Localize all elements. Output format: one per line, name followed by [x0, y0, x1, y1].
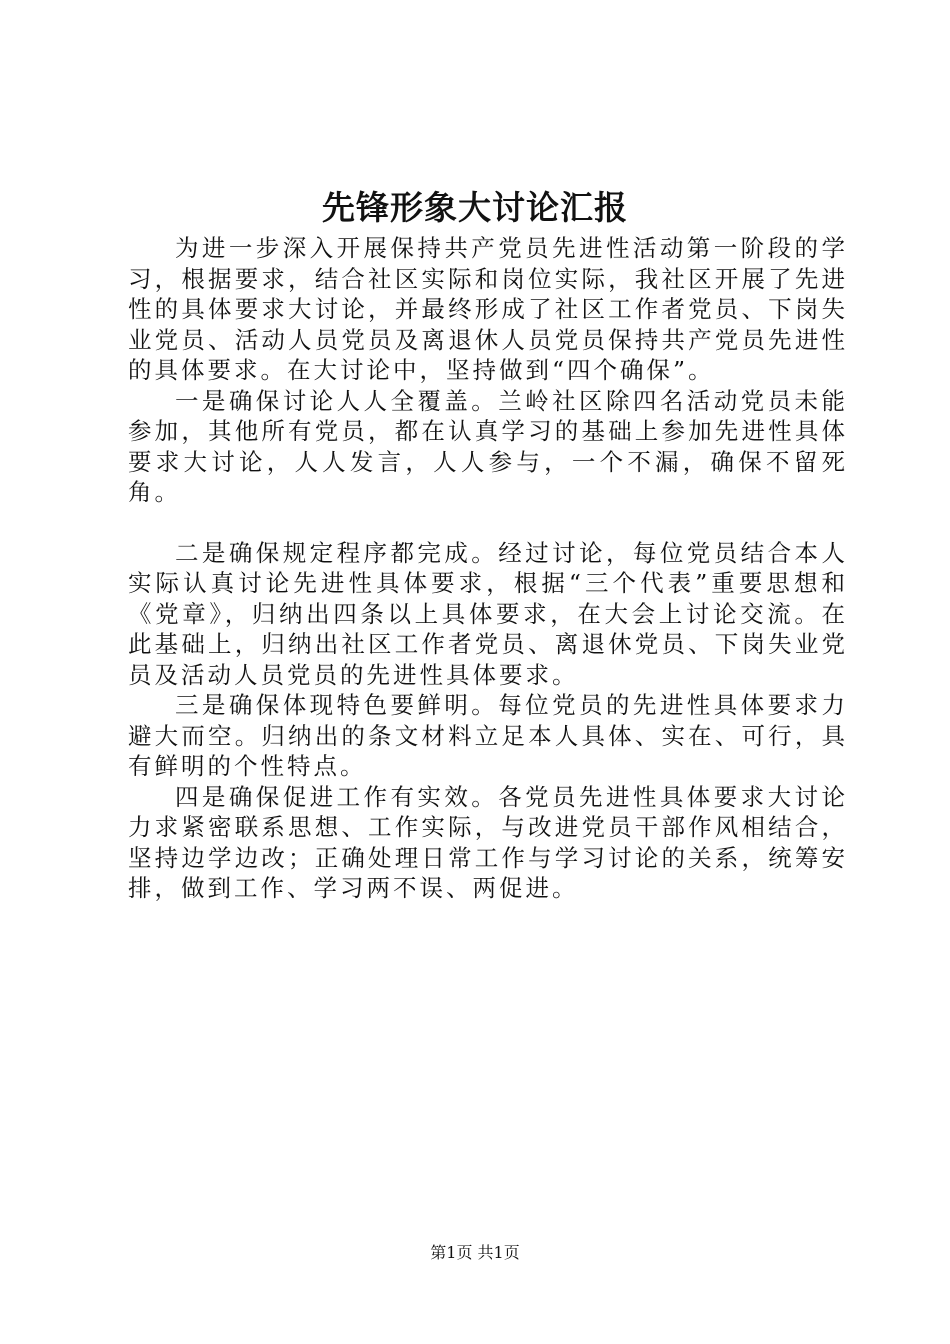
document-body	[128, 233, 848, 904]
paragraph-point-four: 四是确保促进工作有实效。各党员先进性具体要求大讨论力求紧密联系思想、工作实际，与改进党员干部作风相结合，坚持边学边改；正确处理日常工作与学习讨论的关系，统筹安排，做到工作、学习两不误、两促进。	[128, 782, 848, 902]
paragraph-point-one: 一是确保讨论人人全覆盖。兰岭社区除四名活动党员未能参加，其他所有党员，都在认真学习的基础上参加先进性具体要求大讨论，人人发言，人人参与，一个不漏，确保不留死角。	[128, 386, 848, 506]
paragraph-intro: 为进一步深入开展保持共产党员先进性活动第一阶段的学习，根据要求，结合社区实际和岗位实际，我社区开展了先进性的具体要求大讨论，并最终形成了社区工作者党员、下岗失业党员、活动人员党员及离退休人员党员保持共产党员先进性的具体要求。在大讨论中，坚持做到“四个确保”。	[128, 234, 848, 384]
page-footer: 第1页 共1页	[430, 1243, 520, 1262]
paragraph-point-two: 二是确保规定程序都完成。经过讨论，每位党员结合本人实际认真讨论先进性具体要求，根据“三个代表”重要思想和《党章》，归纳出四条以上具体要求，在大会上讨论交流。在此基础上，归纳出社区工作者党员、离退休党员、下岗失业党员及活动人员党员的先进性具体要求。	[128, 538, 848, 689]
paragraph-point-three: 三是确保体现特色要鲜明。每位党员的先进性具体要求力避大而空。归纳出的条文材料立足本人具体、实在、可行，具有鲜明的个性特点。	[128, 691, 848, 780]
document-title: 先锋形象大讨论汇报	[322, 188, 628, 227]
